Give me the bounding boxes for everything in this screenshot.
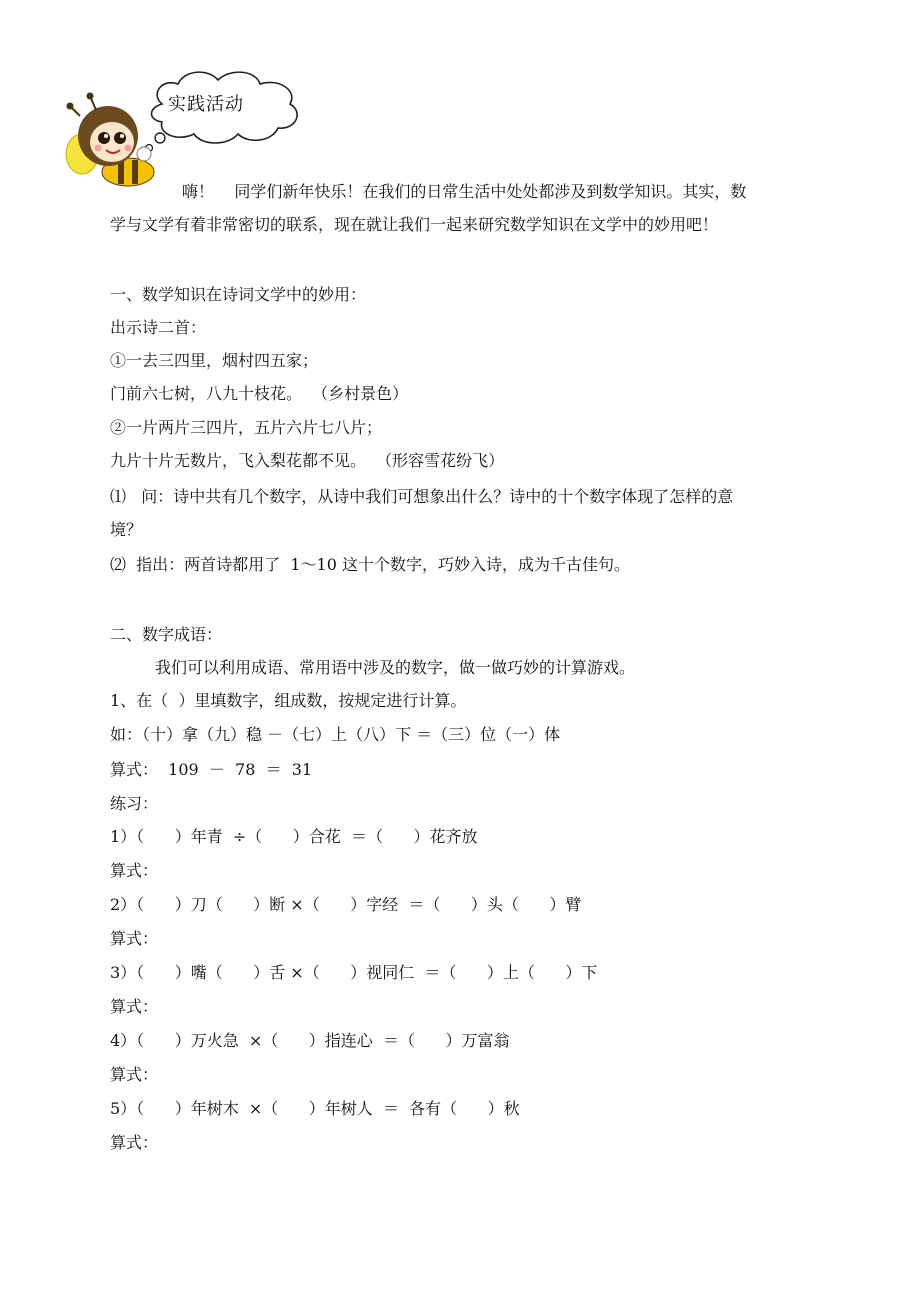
section2-heading: 二、数字成语： — [110, 625, 223, 644]
section2-intro: 我们可以利用成语、常用语中涉及的数字，做一做巧妙的计算游戏。 — [155, 658, 636, 677]
poem1-line-2: 门前六七树，八九十枝花。 （乡村景色） — [110, 384, 409, 403]
poem2-line-1: ②一片两片三四片，五片六片七八片； — [110, 418, 383, 437]
exercise-question: 1）（ ）年青 ÷（ ）合花 ＝（ ）花齐放 — [110, 827, 478, 846]
poem2-line-2: 九片十片无数片，飞入梨花都不见。 （形容雪花纷飞） — [110, 451, 505, 470]
question-1-line-1: ⑴ 问：诗中共有几个数字，从诗中我们可想象出什么？诗中的十个数字体现了怎样的意 — [110, 487, 734, 506]
section2-task: 1、在（ ）里填数字，组成数，按规定进行计算。 — [110, 691, 467, 710]
intro-line-1: 嗨！ 同学们新年快乐！在我们的日常生活中处处都涉及到数学知识。其实，数 — [182, 182, 747, 201]
exercise-question: 5）（ ）年树木 ×（ ）年树人 ＝ 各有（ ）秋 — [110, 1099, 520, 1118]
bubble-title: 实践活动 — [168, 94, 244, 115]
exercise-question: 4）（ ）万火急 ×（ ）指连心 ＝（ ）万富翁 — [110, 1031, 510, 1050]
exercise-formula-label: 算式： — [110, 997, 159, 1016]
example-line: 如：（十）拿（九）稳 －（七）上（八）下 ＝（三）位（一）体 — [110, 725, 561, 744]
practice-label: 练习： — [110, 794, 159, 813]
poem1-line-1: ①一去三四里，烟村四五家； — [110, 351, 319, 370]
intro-line-2: 学与文学有着非常密切的联系，现在就让我们一起来研究数学知识在文学中的妙用吧！ — [110, 215, 719, 234]
exercise-question: 3）（ ）嘴（ ）舌 ×（ ）视同仁 ＝（ ）上（ ）下 — [110, 963, 598, 982]
question-1-line-2: 境？ — [110, 520, 143, 539]
section1-heading: 一、数学知识在诗词文学中的妙用： — [110, 285, 367, 304]
exercise-formula-label: 算式： — [110, 1065, 159, 1084]
exercise-formula-label: 算式： — [110, 1133, 159, 1152]
exercise-formula-label: 算式： — [110, 861, 159, 880]
bee-icon — [60, 92, 170, 192]
section1-sub: 出示诗二首： — [110, 318, 207, 337]
question-2: ⑵ 指出：两首诗都用了 1～10 这十个数字，巧妙入诗，成为千古佳句。 — [110, 555, 630, 574]
exercise-question: 2）（ ）刀（ ）断 ×（ ）字经 ＝（ ）头（ ）臂 — [110, 895, 582, 914]
example-formula: 算式： 109 － 78 ＝ 31 — [110, 760, 313, 779]
exercise-formula-label: 算式： — [110, 929, 159, 948]
